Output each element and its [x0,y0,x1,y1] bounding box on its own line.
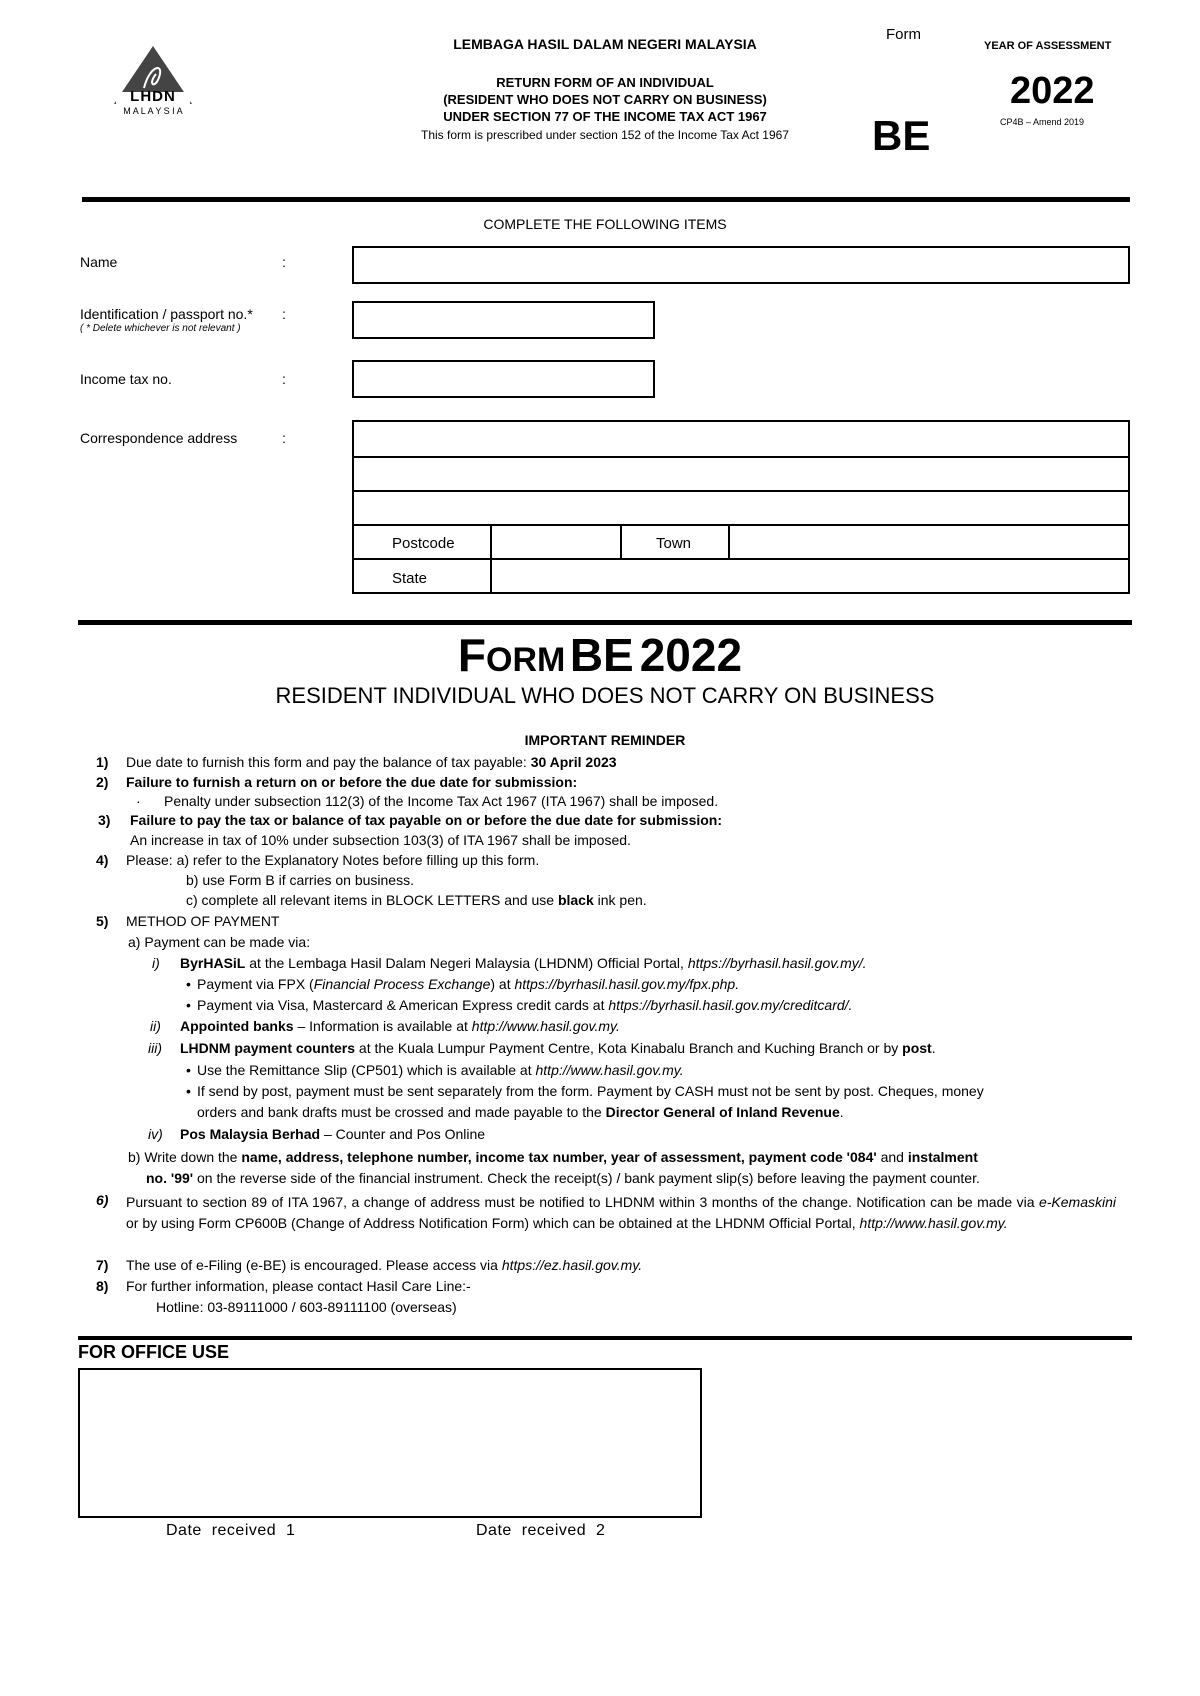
reminder-8-text: For further information, please contact Hasil Care Line:- [126,1278,471,1294]
reminder-8-num: 8) [96,1278,109,1294]
reminder-5-iii-b2-line2: orders and bank drafts must be crossed and made payable to the Director General of Inland Revenue. [197,1104,844,1120]
reminder-5-i-b2-url[interactable]: https://byrhasil.hasil.gov.my/creditcard/. [608,997,853,1013]
reminder-5-a: a) Payment can be made via: [128,934,311,950]
reminder-5-iii-b2-line2-bold: Director General of Inland Revenue [605,1104,840,1120]
bullet-1: • [186,976,191,992]
logo-text: LHDN [130,88,176,105]
reminder-5-i-text: at the Lembaga Hasil Dalam Negeri Malaysia (LHDNM) Official Portal, [245,955,688,971]
reminder-5-title: METHOD OF PAYMENT [126,913,280,929]
reminder-6-it: e-Kemaskini [1038,1194,1116,1210]
year-value: 2022 [1010,70,1095,112]
date-received-2: Date received 2 [476,1522,606,1539]
reminder-5-ii [180,1018,620,1035]
reminder-7 [126,1257,642,1274]
address-line2-input[interactable] [352,456,1130,492]
reminder-4-c-bold: black [557,892,594,908]
office-box [78,1368,702,1518]
reminder-1 [126,754,617,771]
reminder-title: IMPORTANT REMINDER [524,732,686,748]
taxno-colon: : [282,371,286,387]
form-divider [78,620,1132,625]
reminder-5-b [128,1149,978,1166]
reminder-5-i-bold: ByrHASiL [180,955,246,971]
reminder-5-ii-num: ii) [150,1018,161,1034]
banner-year: 2022 [639,629,743,681]
name-colon: : [282,254,286,270]
banner-f: F [457,629,487,681]
reminder-5-i-num: i) [152,955,160,971]
lhdn-logo [108,44,198,124]
taxno-label: Income tax no. [80,371,172,387]
reminder-5-i-b1-url[interactable]: https://byrhasil.hasil.gov.my/fpx.php. [514,976,740,992]
reminder-5-i-b1-pre: Payment via FPX ( [197,976,314,992]
reminder-5-iii-b2-line1: If send by post, payment must be sent separately from the form. Payment by CASH must not be sent by post. Cheques, money [197,1083,984,1099]
reminder-5-i-b2 [197,997,852,1014]
reminder-5-iv-bold: Pos Malaysia Berhad [180,1126,321,1142]
reminder-5-b-line2 [146,1170,980,1187]
reminder-5-i-b2-pre: Payment via Visa, Mastercard & American Express credit cards at [197,997,609,1013]
reminder-6-mid: or by using Form CP600B (Change of Address Notification Form) which can be obtained at the LHDNM Official Portal, [126,1215,860,1231]
reminder-5-iii: LHDNM payment counters at the Kuala Lumpur Payment Centre, Kota Kinabalu Branch and Kuching Branch or by post. [180,1040,936,1056]
reminder-4-c-post: ink pen. [593,892,647,908]
town-input[interactable] [728,524,1130,560]
reminder-2-dot: · [136,793,141,809]
address-line1-input[interactable] [352,420,1130,458]
title-line1: RETURN FORM OF AN INDIVIDUAL [496,75,714,90]
reminder-1-text: Due date to furnish this form and pay the balance of tax payable: [126,754,531,770]
banner-title [300,628,900,682]
reminder-4-num: 4) [96,852,109,868]
bullet-3: • [186,1062,191,1078]
reminder-5-i-url[interactable]: https://byrhasil.hasil.gov.my/. [687,955,867,971]
banner-code: BE [569,629,634,681]
reminder-5-iii-b1-pre: Use the Remittance Slip (CP501) which is available at [197,1062,536,1078]
reminder-6 [126,1192,1116,1234]
reminder-5-b-line2-text: on the reverse side of the financial instrument. Check the receipt(s) / bank payment slip(s) before leaving the payment counter. [193,1170,980,1186]
address-colon: : [282,430,286,446]
id-note: ( * Delete whichever is not relevant ) [80,323,241,334]
name-input[interactable] [352,246,1130,284]
reminder-6-pre: Pursuant to section 89 of ITA 1967, a change of address must be notified to LHDNM within 3 months of the change. Notification can be made via [126,1194,1039,1210]
reminder-5-ii-text: – Information is available at [293,1018,472,1034]
title-line2: (RESIDENT WHO DOES NOT CARRY ON BUSINESS) [443,92,767,107]
reminder-5-iv-text: – Counter and Pos Online [320,1126,486,1142]
reminder-3-detail: An increase in tax of 10% under subsection 103(3) of ITA 1967 shall be imposed. [130,832,631,848]
office-divider [78,1336,1132,1340]
banner-orm: ORM [486,641,566,679]
reminder-3-title: Failure to pay the tax or balance of tax payable on or before the due date for submission: [130,812,723,828]
state-input[interactable] [490,558,1130,594]
header-divider [82,197,1130,202]
name-label: Name [80,254,118,270]
reminder-7-url[interactable]: https://ez.hasil.gov.my. [501,1257,643,1273]
reminder-5-b-bold: name, address, telephone number, income tax number, year of assessment, payment code '084' [241,1149,877,1165]
form-label: Form [886,26,921,43]
form-code: BE [872,112,931,159]
reminder-5-ii-url[interactable]: http://www.hasil.gov.my. [471,1018,620,1034]
agency-name: LEMBAGA HASIL DALAM NEGERI MALAYSIA [453,36,757,52]
reminder-5-ii-pre [180,1018,294,1034]
bullet-4: • [186,1083,191,1099]
reminder-5-iv-num: iv) [148,1126,163,1142]
amend-note: CP4B – Amend 2019 [1000,117,1085,127]
taxno-input[interactable] [352,360,655,398]
reminder-5-num: 5) [96,913,109,929]
reminder-1-num: 1) [96,754,109,770]
office-title: FOR OFFICE USE [78,1342,230,1362]
reminder-5-iv [180,1126,485,1143]
bullet-2: • [186,997,191,1013]
date-received-1: Date received 1 [166,1522,296,1539]
reminder-5-iii-bold2: post [902,1040,932,1056]
reminder-5-b-bold2: instalment [907,1149,978,1165]
prescribed-note: This form is prescribed under section 152 of the Income Tax Act 1967 [421,128,789,142]
reminder-5-iii-text: at the Kuala Lumpur Payment Centre, Kota Kinabalu Branch and Kuching Branch or by [355,1040,903,1056]
reminder-2-title: Failure to furnish a return on or before the due date for submission: [126,774,578,790]
reminder-7-num: 7) [96,1257,109,1273]
reminder-5-i-b1-mid: ) at [490,976,515,992]
id-label: Identification / passport no.* [80,306,253,322]
reminder-8-hotline: Hotline: 03-89111000 / 603-89111100 (overseas) [156,1299,457,1315]
address-line3-input[interactable] [352,490,1130,526]
address-label: Correspondence address [80,430,238,446]
reminder-2-detail: Penalty under subsection 112(3) of the Income Tax Act 1967 (ITA 1967) shall be imposed. [164,793,719,809]
id-input[interactable] [352,301,655,339]
reminder-5-iii-b1 [197,1062,684,1079]
reminder-5-i-b1-it: Financial Process Exchange [313,976,491,992]
title-line3: UNDER SECTION 77 OF THE INCOME TAX ACT 1967 [443,109,767,124]
reminder-3-num: 3) [98,812,111,828]
reminder-5-b-mid: and [876,1149,908,1165]
reminder-5-iii-num: iii) [148,1040,162,1056]
section-title: COMPLETE THE FOLLOWING ITEMS [483,216,727,232]
town-label: Town [656,535,692,552]
reminder-5-i [180,955,867,972]
reminder-5-ii-bold: Appointed banks [180,1018,294,1034]
reminder-5-b-pre: b) Write down the [128,1149,242,1165]
reminder-4-b: b) use Form B if carries on business. [186,872,414,888]
reminder-4-a: Please: a) refer to the Explanatory Notes before filling up this form. [126,852,540,868]
id-colon: : [282,306,286,322]
reminder-6-url[interactable]: http://www.hasil.gov.my. [859,1215,1008,1231]
reminder-5-b-line2-bold: no. '99' [146,1170,194,1186]
reminder-1-date: 30 April 2023 [530,754,617,770]
reminder-4-c [186,892,647,909]
postcode-label: Postcode [392,535,455,552]
reminder-5-i-b1 [197,976,739,993]
reminder-4-c-pre: c) complete all relevant items in BLOCK LETTERS and use [186,892,558,908]
reminder-7-pre: The use of e-Filing (e-BE) is encouraged. Please access via [126,1257,502,1273]
logo-subtext: M A L A Y S I A [123,106,183,116]
reminder-2-num: 2) [96,774,109,790]
reminder-5-iii-b1-url[interactable]: http://www.hasil.gov.my. [535,1062,684,1078]
reminder-5-iii-b2-line2-pre: orders and bank drafts must be crossed and made payable to the [197,1104,606,1120]
year-label: YEAR OF ASSESSMENT [984,40,1112,52]
state-label: State [392,570,428,587]
banner-subtitle: RESIDENT INDIVIDUAL WHO DOES NOT CARRY ON BUSINESS [275,683,935,708]
reminder-6-num: 6) [96,1192,109,1208]
postcode-input[interactable] [490,524,622,560]
reminder-5-iii-bold: LHDNM payment counters [180,1040,356,1056]
